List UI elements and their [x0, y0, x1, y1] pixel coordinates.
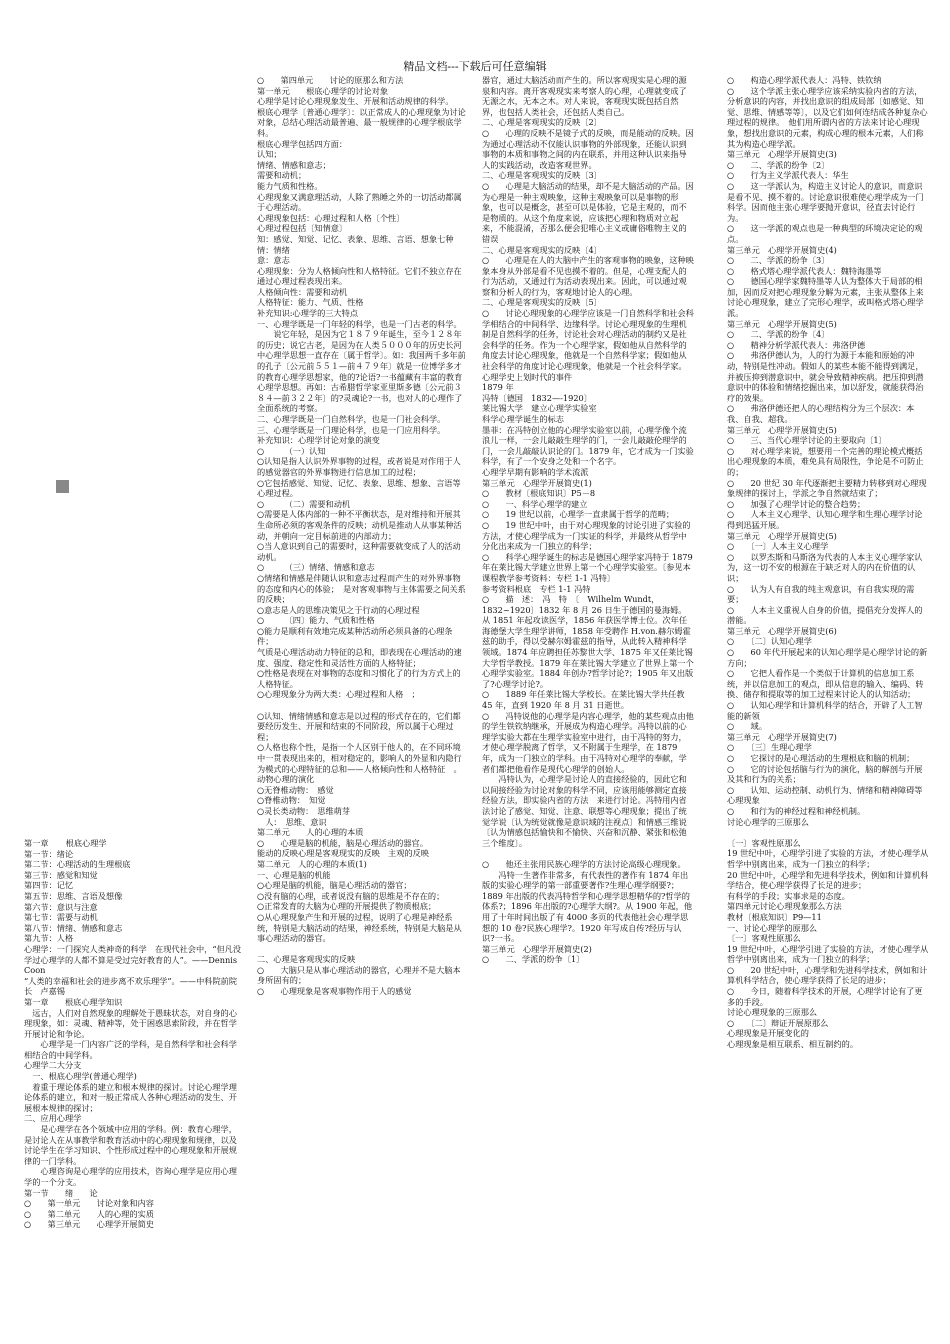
text-line: ○ 对心理学来说，想要用一个完善的理论模式概括出心理现象的本质，难免具有局限性，争论是不可防止的；: [727, 445, 924, 477]
text-line: 第三单元 心理学开展简史(5): [727, 530, 837, 541]
text-line: 第七节：需要与动机: [24, 912, 98, 923]
text-line: 第四节：记忆: [24, 880, 74, 891]
text-line: 冯特一生著作非常多，有代表性的著作有 1874 年出版的实验心理学的第一部重要著作?生理心理学纲要?；1889 年出版的代表冯特哲学和心理学思想精华的?哲学的体系?；1896 年出版的?心理学大纲?。从 1900 年起，他用了十年时间出版了有 4000 多页的代表他社会心理学思想的 10 卷?民族心理学?。1920 年写成自传?经历与认识?一书。: [482, 869, 693, 944]
text-line: 莱比锡大学 建立心理学实验室: [482, 403, 597, 414]
text-line: ○ 〔四〕能力、气质和性格: [257, 615, 375, 626]
text-line: ○ 认知心理学和计算机科学的结合，开辟了人工智能的新领: [727, 700, 923, 721]
text-line: 第一单元 根底心理学的讨论对象: [257, 85, 389, 96]
text-line: ○ 它把人看作是一个类似于计算机的信息加工系统，并以信息加工的观点，即从信息的输入、编码、转换、储存和提取等的加工过程来讨论人的认知活动；: [727, 668, 924, 700]
text-line: 根底心理学包括四方面：: [257, 138, 348, 149]
text-line: ○ 〔三〕生理心理学: [727, 742, 812, 753]
text-line: ○ 认为人有自我的纯主观意识，有自我实现的需要；: [727, 583, 915, 605]
text-line: ○ 弗洛伊德还把人的心理结构分为三个层次：本我、自我、超我。: [727, 403, 915, 424]
text-line: 气质是心理活动动力特征的总和，即表现在心理活动的速度、强度、稳定性和灵活性方面的人格特征；: [257, 647, 462, 668]
text-line: 19 世纪中叶，心理学引进了实验的方法，才使心理学从哲学中别离出来，成为一门独立的科学；: [727, 943, 929, 965]
text-line: 第一节：绪论: [24, 848, 74, 859]
text-line: 冯特〔德国 1832—-1920〕: [482, 392, 592, 403]
text-line: [482, 848, 694, 859]
text-line: 根底心理学〔普通心理学〕：以正常成人的心理现象为讨论对象，总结心理活动最普遍、最一般规律的心理学根底学科。: [257, 106, 466, 138]
text-line: ○心理现象分为两大类：心理过程和人格 ；: [257, 689, 420, 700]
text-line: ○ 三、当代心理学讨论的主要取向〔1〕: [727, 435, 887, 446]
text-line: ○ 1889 年任莱比锡大学校长。在莱比锡大学共任教 45 年，直到 1920 年 8 月 31 日逝世。: [482, 689, 688, 711]
text-line: 心理现象：分为人格倾向性和人格特征。它们不独立存在通过心理过程表现出来。: [257, 265, 462, 287]
text-line: ○ 心理是大脑活动的结果，却不是大脑活动的产品。因为心理是一种主观映象，这种主观映象可以是事物的形象，也可以是概念，甚至可以是体验，它是主观的，而不是物质的。从这个角度来说，应该把心理和物质对立起来，不能混淆，否那么便会犯唯心主义或庸俗唯物主义的错误: [482, 180, 694, 244]
text-line: 三、心理学既是一门理论科学，也是一门应用科学。: [257, 424, 446, 435]
text-line: 器官，通过大脑活动而产生的。所以客观现实是心理的源泉和内容。离开客观现实来考察人的心理，心理就变成了无源之水，无本之木。对人来说，客观现实既包括自然界，也包括人类社会，还包括人类自己。: [482, 75, 687, 117]
text-line: 20 世纪中叶，心理学和先进科学技术，例如和计算机科学结合，使心理学获得了长足的进步；: [727, 869, 929, 891]
text-line: 二、心理是客观现实的反映〔5〕: [482, 297, 602, 308]
text-line: ○心理是脑的机能，脑是心理活动的器官；: [257, 880, 412, 891]
text-line: ○ 二、学派的纷争〔2〕: [727, 159, 830, 170]
text-line: 认知；: [257, 149, 282, 160]
text-line: ○ 讨论心理现象的心理学应该是一门自然科学和社会科学相结合的中间科学、边缘科学。讨论心理现象的生理机制是自然科学的任务，讨论社会对心理活动的制约又是社会科学的任务。作为一个心理学家，假如他从自然科学的角度去讨论心理现象，他就是一个自然科学家；假如他从社会科学的角度讨论心理现象，他就是一个社会科学家。: [482, 308, 694, 372]
text-line: 二、心理是客观现实的反映: [257, 954, 356, 965]
text-line: ○ 〔二〕辩证开展原那么: [727, 1017, 829, 1028]
text-line: 补充知识:心理学的三大特点: [257, 308, 359, 319]
text-line: ○ 一、科学心理学的建立: [482, 498, 588, 509]
text-line: 第八节：情绪、情感和意志: [24, 922, 123, 933]
text-line: [257, 700, 467, 711]
text-line: ○ 第四单元 讨论的原那么和方法: [257, 75, 404, 85]
text-line: ○它包括感觉、知觉、记忆、表象、思维、想象、言语等心理过程。: [257, 477, 461, 499]
text-line: 科学心理学诞生的标志: [482, 414, 564, 424]
text-line: 第五节：思维、言语及想像: [24, 890, 123, 901]
text-line: 二、心理是客观现实的反映〔2〕: [482, 117, 602, 128]
text-line: 人： 思维、意识: [257, 816, 327, 827]
text-line: ○ 〔二〕认知心理学: [727, 636, 812, 647]
text-line: ○ 第三单元 心理学开展简史: [24, 1219, 154, 1230]
text-line: 心理现象又满意理活动，人除了熟睡之外的一切活动都属于心理活动。: [257, 191, 462, 213]
text-line: 第二节：心理活动的生理根底: [24, 859, 131, 870]
text-line: ○能力是顺利有效地完成某种活动所必须具备的心理条件；: [257, 625, 453, 647]
text-line: ○ （二）需要和动机: [257, 498, 351, 509]
text-line: ○ 冯特说他的心理学是内容心理学，他的某些观点由他的学生铁钦纳继承，开展成为构造心理学。冯特以前的心理学实验大都在生理学实验室中进行，由于冯特的努力，才使心理学脱离了哲学，又不附属于生理学，在 1879 年，成为一门独立的学科。由于冯特对心理学的奉献，学者们都把他看作是现代心理学的创始人。: [482, 710, 694, 774]
text-line: 人格倾向性：需要和动机: [257, 286, 348, 297]
text-line: 第一节 绪 论: [24, 1187, 98, 1198]
text-line: 第三单元 心理学开展简史(5): [727, 318, 837, 329]
text-line: ○ 〔一〕人本主义心理学: [727, 541, 829, 552]
text-line: ○ 他还主张用民族心理学的方法讨论高级心理现象。: [482, 858, 686, 869]
text-line: 〔一〕客观性原那么: [727, 837, 801, 848]
text-line: ○ 19 世纪中叶，由于对心理现象的讨论引进了实验的方法，才使心理学成为一门实证的科学，并最终从哲学中分化出来成为一门独立的科学；: [482, 519, 691, 552]
text-line: “人类的幸福和社会的进步离不欢乐理学”。——中科院前院长 卢嘉锡: [24, 975, 238, 997]
text-line: ○ 二、学派的纷争〔3〕: [727, 255, 830, 266]
text-line: 心理学：一门探究人类神奇的科学 在现代社会中，“但凡没学过心理学的人都不算是受过完好教育的人”。——Dennis Coon: [24, 943, 246, 976]
text-line: 能动的反映心理是客观现实的反映 主观的反映: [257, 848, 429, 859]
text-line: 心理学是一门内容广泛的学科，是自然科学和社会科学相结合的中间学科。: [24, 1039, 237, 1060]
text-line: 第三单元 心理学开展简史(5): [727, 424, 837, 435]
column-4: [727, 75, 929, 1340]
text-line: 心理现象是开展变化的: [727, 1028, 809, 1039]
text-line: ○人格也称个性，是指一个人区别于他人的，在不同环境中一贯表现出来的，相对稳定的，影响人的外显和内隐行为模式的心理特征的总和——人格倾向性和人格特征 。: [257, 742, 462, 774]
text-line: ○ 弗洛伊德认为，人的行为源于本能和原始的冲动，特别是性冲动。假如人的某些本能不能得到满足，并被压抑到潜意识中，就会导致精神疾病。把压抑到潜意识中的体验和情绪挖掘出来，加以舒发，就能获得治疗的效果。: [727, 350, 924, 403]
text-line: ○从心理现象产生和开展的过程，说明了心理是神经系统，特别是大脑活动的结果，神经系统，特别是大脑是从事心理活动的器官。: [257, 911, 462, 944]
text-line: 第九节：人格: [24, 933, 74, 944]
text-line: ○意志是人的思维决策见之于行动的心理过程: [257, 604, 420, 615]
text-line: ○ 格式塔心理学派代表人：魏特海墨等: [727, 265, 882, 276]
text-line: ○ 描 述： 冯 特 〔 Wilhelm Wundt，1832~1920〕1832 年 8 月 26 日生于德国的曼海姆。从 1851 年起攻读医学，1856 年获医学博士位。次年任海德堡大学生理学讲师，1858 年受聘作 H.von.赫尔姆霍兹的助手，得以受赫尔姆霍兹的指导，从此转入精神科学领域。1874 年应聘担任苏黎世大学、1875 年又任莱比锡大学哲学教授。1879 年在莱比锡大学建立了世界上第一个心理学实验室。1884 年创办?哲学讨论?；1905 年又出版了?心理学讨论?。: [482, 594, 694, 689]
text-line: ○ 19 世纪以前，心理学一直隶属于哲学的范畴；: [482, 509, 675, 520]
image-placeholder: [56, 480, 69, 493]
text-line: [257, 944, 467, 955]
text-line: 第一章 根底心理学: [24, 838, 107, 848]
text-line: ○ 精神分析学派代表人：弗洛伊德: [727, 339, 866, 350]
text-line: 二、心理学既是一门自然科学，也是一门社会科学。: [257, 414, 446, 424]
text-line: ○ 这一学派的观点也是一种典型的环境决定论的观点。: [727, 223, 923, 244]
text-line: 一、心理学既是一门年轻的科学，也是一门古老的科学。: [257, 318, 462, 329]
text-line: 讨论心理学的三原那么: [727, 816, 809, 827]
text-line: ○没有脑的心理，或者说没有脑的思维是不存在的；: [257, 890, 445, 901]
text-line: 能力气质和性格。: [257, 180, 323, 191]
text-line: ○ 60 年代开展起来的认知心理学是心理学讨论的新方向；: [727, 647, 928, 668]
text-line: ○ 第一单元 讨论对象和内容: [24, 1198, 154, 1209]
column-3: [482, 75, 694, 1340]
text-line: 补充知识：心理学讨论对象的演变: [257, 435, 380, 446]
text-line: 第四单元讨论心理现象那么方法: [727, 901, 842, 912]
text-line: ○ 20 世纪中叶，心理学和先进科学技术，例如和计算机科学结合，使心理学获得了长足的进步；: [727, 964, 928, 986]
text-line: 是心理学在各个领域中应用的学科。例：教育心理学，是讨论人在从事教学和教育活动中的心理现象和规律，以及讨论学生在学习知识、个性形成过程中的心理现象和开展规律的一门学科。: [24, 1124, 237, 1166]
text-line: 第三单元 心理学开展简史(3): [727, 149, 837, 160]
text-line: 情：情绪: [257, 244, 290, 255]
text-line: 一、根底心理学(普通心理学): [24, 1071, 137, 1082]
text-line: 教材〔根底知识〕P9—11: [727, 911, 822, 922]
text-line: ○ 行为主义学派代表人：华生: [727, 170, 849, 181]
text-line: 第三单元 心理学开展简史(7): [727, 731, 837, 742]
text-line: ○性格是表现在对事物的态度和习惯化了的行为方式上的人格特征。: [257, 668, 461, 689]
text-line: 一、讨论心理学的原那么: [727, 922, 818, 933]
text-line: 参考资料根底 专栏 1-1 冯特: [482, 583, 591, 594]
text-line: ○ 心理是脑的机能，脑是心理活动的器官。: [257, 837, 428, 848]
text-line: ○ 二、学派的纷争〔4〕: [727, 329, 830, 340]
text-line: 心理学史上划时代的事件: [482, 371, 573, 382]
text-line: 第二单元 人的心理的本质: [257, 827, 364, 838]
text-line: 第三节：感觉和知觉: [24, 869, 98, 880]
text-line: 心理学是讨论心理现象发生、开展和活动规律的科学。: [257, 96, 454, 107]
text-line: ○ 今日，随着科学技术的开展，心理学讨论有了更多的手段。: [727, 986, 923, 1007]
text-line: 二、心理是客观现实的反映〔4〕: [482, 244, 602, 255]
text-line: ○ 心理是在人的大脑中产生的客观事物的映象，这种映象本身从外部是看不见也摸不着的。但是，心理支配人的行为活动，又通过行为活动表现出来。因此，可以通过观察和分析人的行为，客观地讨论人的心理。: [482, 255, 694, 297]
text-line: ○ 心理现象是客观事物作用于人的感觉: [257, 986, 412, 997]
text-line: 讨论心理现象的三原那么: [727, 1007, 818, 1018]
text-line: 着重于理论体系的建立和根本规律的探讨。讨论心理学理论体系的建立，和对一般正常成人各种心理活动的发生、开展根本规律的探讨；: [24, 1081, 237, 1113]
column-2: [257, 75, 467, 1340]
text-line: 第三单元 心理学开展简史(2): [482, 943, 592, 954]
text-line: 二、心理是客观现实的反映〔3〕: [482, 170, 602, 181]
text-line: ○ 人本主义心理学、认知心理学和生理心理学讨论得到迅猛开展。: [727, 509, 923, 530]
page-header: 精品文档---下载后可任意编辑: [403, 60, 547, 73]
text-line: 墨菲：在冯特创立他的心理学实验室以前，心理学像个流浪儿一样，一会儿敲敲生理学的门，一会儿敲敲伦理学的门，一会儿敲敲认识论的门。1879 年，它才成为一门实验科学，有了一个安身之处和一个名字。: [482, 424, 694, 467]
text-line: ○ 它探讨的是心理活动的生理根底和脑的机制；: [727, 753, 915, 763]
text-line: ○灵长类动物： 思维萌芽: [257, 805, 351, 816]
text-line: 心理现象是相互联系、相互制约的。: [727, 1039, 859, 1050]
text-line: ○ 德国心理学家魏特墨等人认为整体大于局部的相加，因而反对把心理现象分解为元素，主张从整体上来讨论心理现象，建立了完形心理学，或叫格式塔心理学派。: [727, 276, 924, 319]
text-line: ○ 科学心理学诞生的标志是德国心理学家冯特于 1879 年在莱比锡大学建立世界上第一个心理学实验室。〔参见本课程教学参考资料：专栏 1-1 冯特〕: [482, 551, 696, 583]
text-line: 第二单元 人的心理的本质(1): [257, 858, 367, 869]
text-line: 心理咨询是心理学的应用技术，咨询心理学是应用心理学的一个分支。: [24, 1166, 237, 1187]
text-line: ○当人意识到自己的需要时，这种需要就变成了人的活动动机。: [257, 541, 461, 562]
text-line: 心理学早期有影响的学术流派: [482, 466, 589, 477]
column-1: [24, 838, 246, 1338]
text-line: 知：感觉、知觉、记忆、表象、思维、言语、想象七种: [257, 233, 454, 244]
text-line: ○ 构造心理学派代表人：冯特、铁钦纳: [727, 75, 882, 85]
text-line: 说它年轻，是因为它１８７９年诞生，至今１２８年的历史；说它古老，是因为在人类５０００年的历史长河中心理学思想一直存在〔属于哲学〕。如：我国两千多年前的孔子〔公元前５５１—前４７９年〕就是一位博学多才的教育心理学思想家，他的?论语?一书蕴藏有丰富的教育心理学思想。再如：古希腊哲学家亚里斯多德〔公元前３８４—前３２２年〕的?灵魂论?一书，也对人的心理作了全面系统的考察。: [257, 329, 466, 414]
text-line: ○脊椎动物： 知觉: [257, 795, 326, 806]
text-line: ○情绪和情感是伴随认识和意志过程而产生的对外界事物的态度和内心的体验； 是对客观事物与主体需要之间关系的反映；: [257, 572, 466, 605]
text-line: ○需要是人体内部的一种不平衡状态，是对维持和开展其生命所必须的客观条件的反映；动机是推动人从事某种活动，并朝向一定目标前进的内部动力；: [257, 509, 462, 541]
text-line: ○ 这一学派认为，构造主义讨论人的意识，而意识是看不见、摸不着的。讨论意识很难使心理学成为一门科学。因而他主张心理学要抛开意识，径直去讨论行为。: [727, 180, 924, 223]
text-line: [727, 827, 929, 838]
text-line: 意：意志: [257, 255, 290, 266]
text-line: 19 世纪中叶，心理学引进了实验的方法，才使心理学从哲学中别离出来，成为一门独立的科学；: [727, 848, 929, 869]
text-line: ○ 心理的反映不是镜子式的反映，而是能动的反映。因为通过心理活动不仅能认识事物的外部现象，还能认识到事物的本质和事物之间的内在联系，并用这种认识来指导人的实践活动，改造客观世界。: [482, 127, 694, 170]
text-line: 第一章 根底心理学知识: [24, 996, 123, 1007]
text-line: ○ 这个学派主张心理学应该采纳实验内省的方法，分析意识的内容，并找出意识的组成局部〔如感觉、知觉、思维、情感等等〕，以及它们如何连结成各种复杂心理过程的规律。 他们用所谓内省的方法来讨论心理现象，想找出意识的元素，构成心理的根本元素，人们称其为构造心理学派。: [727, 85, 928, 149]
text-line: ○ 认知、运动控制、动机行为、情绪和精神障碍等心理现象: [727, 784, 923, 806]
text-line: 人格特征：能力、气质、性格: [257, 297, 364, 308]
text-line: ○正常发育的大脑为心理的开展提供了物质根底；: [257, 901, 437, 912]
text-line: 第三单元 心理学开展简史(1): [482, 477, 592, 488]
text-line: 心理过程包括〔知情意〕: [257, 223, 348, 234]
text-line: ○ （三）情绪、情感和意志: [257, 562, 375, 573]
text-line: 第六节：意识与注意: [24, 901, 98, 912]
text-line: 一、心理是脑的机能: [257, 869, 331, 880]
text-line: ○ 第二单元 人的心理的实质: [24, 1208, 154, 1219]
text-line: ○ 和行为的神经过程和神经机制。: [727, 805, 866, 816]
text-line: 1879 年: [482, 382, 514, 393]
text-line: ○ 加强了心理学讨论的整合趋势；: [727, 498, 866, 509]
text-line: 心理学二大分支: [24, 1060, 82, 1071]
text-line: ○认知是指人认识外界事物的过程，或者说是对作用于人的感觉器官的外界事物进行信息加工的过程；: [257, 456, 461, 477]
text-line: 〔一〕客观性原那么: [727, 933, 801, 944]
text-line: 动物心理的演化: [257, 774, 315, 785]
text-line: 情绪、情感和意志；: [257, 159, 331, 170]
text-line: ○ 教材〔根底知识〕P5－8: [482, 488, 596, 499]
text-line: ○ 人本主义重视人自身的价值，提倡充分发挥人的潜能。: [727, 604, 923, 626]
text-line: ○ （一）认知: [257, 445, 326, 456]
text-line: 冯特认为，心理学是讨论人的直接经验的，因此它和以间接经验为讨论对象的科学不同，应该用能够测定直接经验方法，即实验内省的方法 来进行讨论。冯特用内省法讨论了感觉、知觉、注意、联想等心理现象；提出了统觉学说〔认为统觉就像是意识域的注视点〕和情感三维说〔认为情感包括愉快和不愉快、兴奋和沉静、紧张和松弛三个维度〕。: [482, 774, 687, 848]
text-line: 远古，人们对自然现象的理解处于愚昧状态，对自身的心理现象，如：灵魂、精神等，处于困惑思索阶段，并在哲学开展讨论和争论。: [24, 1007, 237, 1039]
text-line: ○ 它的讨论包括脑与行为的演化，脑的解剖与开展及其和行为的关系；: [727, 763, 923, 785]
text-line: 需要和动机；: [257, 170, 307, 181]
text-line: 第三单元 心理学开展简史(6): [727, 625, 837, 636]
text-line: ○认知、情绪情感和意志是以过程的形式存在的，它们都要经历发生、开展和结束的不同阶段，所以属于心理过程；: [257, 710, 461, 742]
text-line: ○无脊椎动物： 感觉: [257, 784, 334, 795]
text-line: 第三单元 心理学开展简史(4): [727, 244, 837, 255]
text-line: 心理现象包括：心理过程和人格〔个性〕: [257, 212, 405, 223]
text-line: ○ 大脑只是从事心理活动的器官，心理并不是大脑本身所固有的；: [257, 964, 461, 986]
text-line: 有科学的手段；实事求是的态度。: [727, 890, 850, 901]
text-line: 二、应用心理学: [24, 1113, 82, 1124]
text-line: ○ 域。: [727, 721, 767, 732]
text-line: ○ 20 世纪 30 年代逐渐把主要精力转移到对心理现象规律的探讨上，学派之争自然就结束了；: [727, 477, 927, 499]
text-line: ○ 以罗杰斯和马斯洛为代表的人本主义心理学家认为，这一切不安的根源在于缺乏对人的内在价值的认识；: [727, 551, 923, 583]
text-line: ○ 二、学派的纷争〔1〕: [482, 954, 585, 965]
